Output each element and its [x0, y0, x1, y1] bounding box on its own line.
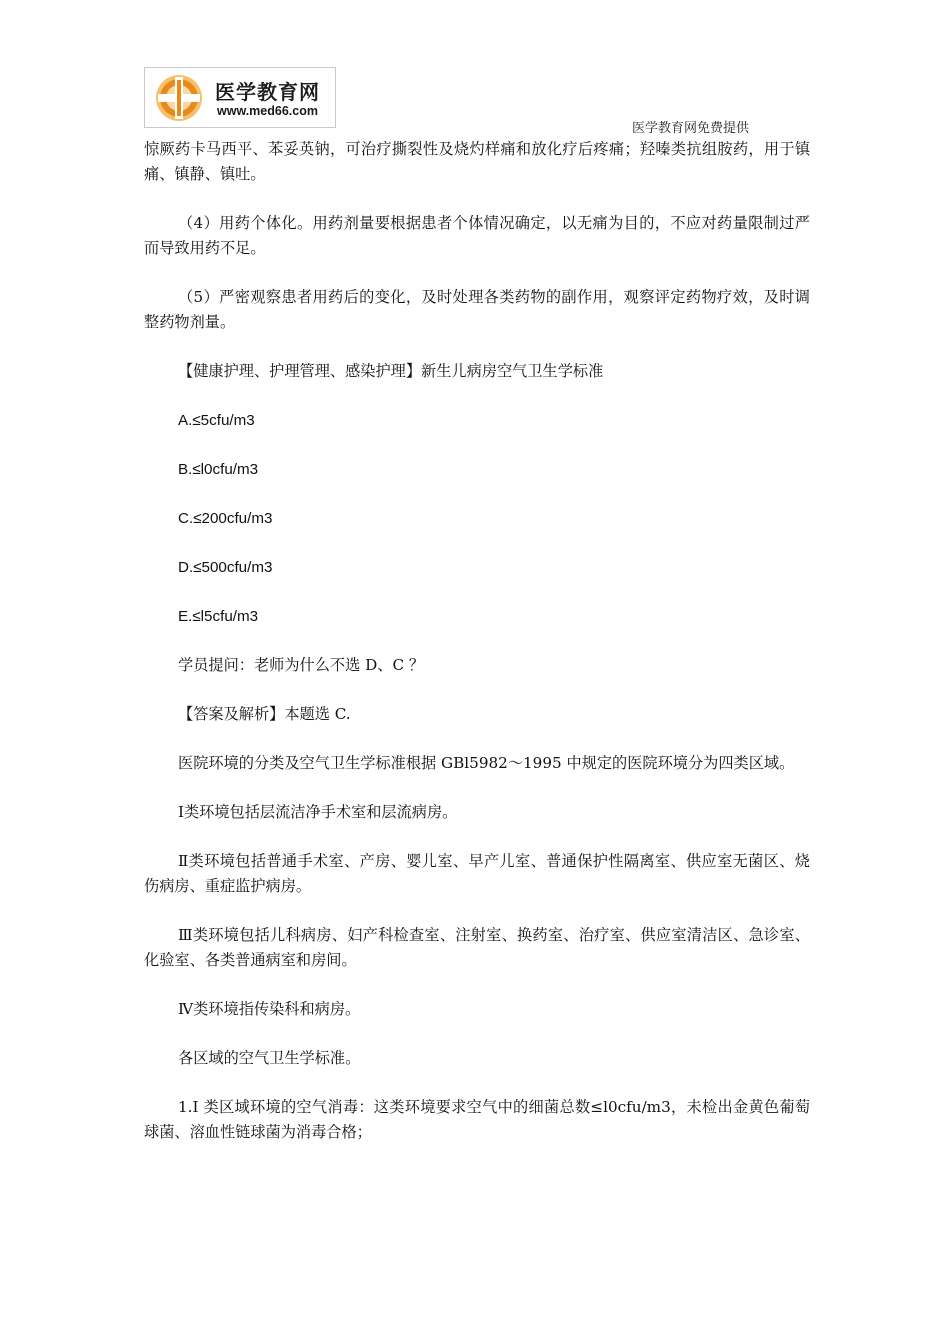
site-logo[interactable]	[144, 67, 336, 128]
option-a: A.≤5cfu/m3	[178, 412, 255, 429]
option-e: E.≤l5cfu/m3	[178, 608, 259, 625]
logo-title: 医学教育网	[215, 80, 320, 104]
paragraph-class-4: Ⅳ类环境指传染科和病房。	[178, 1000, 361, 1018]
option-b: B.≤l0cfu/m3	[178, 461, 259, 478]
paragraph-classification: 医院环境的分类及空气卫生学标准根据 GBl5982～1995 中规定的医院环境分为四类区域。	[178, 754, 795, 772]
logo-url[interactable]: www.med66.com	[217, 104, 318, 118]
paragraph-standards-intro: 各区域的空气卫生学标准。	[178, 1049, 361, 1067]
medical-cross-logo-icon	[151, 72, 207, 124]
paragraph-class-3: Ⅲ类环境包括儿科病房、妇产科检查室、注射室、换药室、治疗室、供应室清洁区、急诊室、化验室、各类普通病室和房间。	[144, 926, 810, 969]
student-question: 学员提问：老师为什么不选 D、C ？	[178, 656, 425, 674]
provider-note: 医学教育网免费提供	[632, 121, 750, 136]
answer-heading: 【答案及解析】本题选 C.	[178, 705, 351, 723]
paragraph-standard-1: 1.I 类区域环境的空气消毒：这类环境要求空气中的细菌总数≤l0cfu/m3，未检出金黄色葡萄球菌、溶血性链球菌为消毒合格；	[144, 1098, 810, 1141]
document-body	[144, 137, 810, 1169]
paragraph-continuation: 惊厥药卡马西平、苯妥英钠，可治疗撕裂性及烧灼样痛和放化疗后疼痛；羟嗪类抗组胺药，用于镇痛、镇静、镇吐。	[144, 140, 810, 183]
question-heading: 【健康护理、护理管理、感染护理】新生儿病房空气卫生学标准	[178, 362, 604, 380]
option-d: D.≤500cfu/m3	[178, 559, 273, 576]
option-c: C.≤200cfu/m3	[178, 510, 273, 527]
paragraph-class-1: Ⅰ类环境包括层流洁净手术室和层流病房。	[178, 803, 458, 821]
paragraph-class-2: Ⅱ类环境包括普通手术室、产房、婴儿室、早产儿室、普通保护性隔离室、供应室无菌区、烧伤病房、重症监护病房。	[144, 852, 810, 895]
paragraph-item-4: （4）用药个体化。用药剂量要根据患者个体情况确定，以无痛为目的，不应对药量限制过严而导致用药不足。	[144, 214, 810, 257]
paragraph-item-5: （5）严密观察患者用药后的变化，及时处理各类药物的副作用，观察评定药物疗效，及时调整药物剂量。	[144, 288, 810, 331]
